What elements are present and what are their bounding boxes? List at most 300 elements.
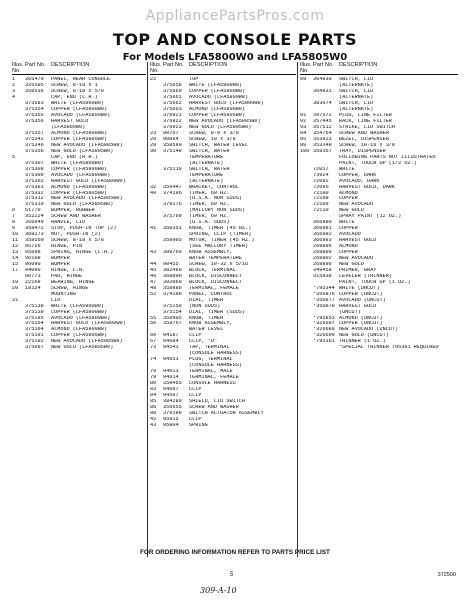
- part-description: BLOCK, DISCONNECT: [189, 273, 242, 279]
- parts-list: [150, 77, 296, 428]
- part-description: SPRING, CLIP (TIMER): [189, 232, 252, 238]
- part-description: (ALTERNATE): [339, 107, 374, 113]
- part-description: NEW AVOCADO (LFA5805W0): [51, 196, 123, 202]
- part-no: 72108: [313, 196, 329, 202]
- part-description: LEVELER (THINNER): [339, 273, 392, 279]
- illus-no: 14: [12, 256, 19, 261]
- illus-no: 79: [150, 369, 157, 375]
- illus-no: 23: [150, 130, 157, 136]
- part-no: 375312: [25, 196, 44, 202]
- part-no: 72109: [313, 202, 329, 208]
- part-description: NEW GOLD (LFA5805W0): [189, 125, 252, 131]
- header-part-no: Part No.: [25, 62, 46, 68]
- part-description: PAD, HINGE: [51, 273, 83, 279]
- part-no: *795361: [313, 339, 335, 345]
- part-no: 356655: [163, 404, 182, 410]
- illus-no: 13: [12, 250, 19, 256]
- part-description: TERMINAL, FEMALE: [189, 285, 239, 291]
- part-description: COPPER: [339, 226, 358, 232]
- part-no: 376921: [163, 113, 182, 119]
- illus-no: 80: [150, 381, 157, 387]
- part-no: 96108: [25, 256, 41, 261]
- part-description: AVOCADO (LFA5800W0): [51, 113, 111, 119]
- part-no: 358880: [163, 285, 182, 291]
- part-description: SCREW AND WASHER: [339, 130, 389, 136]
- part-description: CLIP: [189, 392, 202, 398]
- part-description: SCREW AND WASHER: [189, 404, 239, 410]
- part-description: NEW GOLD (LFA5805W0): [51, 345, 114, 351]
- part-description: AVOCADO: [339, 232, 361, 238]
- part-no: 375332: [25, 190, 44, 196]
- part-description: AVOCADO (LFA5800W0): [51, 172, 111, 178]
- part-description: ALMOND (LFA5800W0): [51, 184, 108, 190]
- illus-no: 67: [150, 339, 157, 345]
- header-description: DESCRIPTION: [51, 62, 90, 68]
- part-no: 94651: [163, 357, 179, 363]
- part-description: BUMPER: [51, 256, 70, 261]
- illus-no: 29: [150, 142, 157, 148]
- column-header: [300, 62, 458, 75]
- part-description: NEW AVOCADO: [339, 202, 374, 208]
- part-no: 383074: [313, 101, 332, 107]
- part-description: WHITE (LFA5800W0): [51, 101, 104, 107]
- part-description: NEW GOLD: [339, 261, 364, 267]
- part-no: 358560: [25, 238, 44, 244]
- illus-no: 42: [150, 416, 157, 422]
- part-no: 94597: [163, 392, 179, 398]
- part-no: 368090: [163, 273, 182, 279]
- part-no: [313, 345, 339, 351]
- part-no: 366983: [313, 238, 332, 244]
- part-description: NUT, PUSH-IN (2): [51, 232, 101, 238]
- part-description: SPRING: [189, 422, 208, 428]
- part-no: 375661: [163, 95, 182, 101]
- part-description: BUMPER: [51, 261, 70, 267]
- illus-no: 56: [150, 321, 157, 327]
- part-description: HANDLE, LID: [51, 220, 86, 226]
- part-no: 375354: [25, 107, 44, 113]
- part-no: 94090: [25, 267, 41, 273]
- part-no: 357445: [313, 119, 332, 125]
- part-no: 90455: [163, 261, 179, 267]
- header-part-no: Part No.: [313, 62, 334, 68]
- part-no: 269896: [313, 244, 332, 250]
- header-illus-no: Illus. No.: [300, 62, 312, 75]
- handwritten-note: 309-A-10: [200, 586, 237, 595]
- part-description: KNOB, TIMER (45 HZ.): [189, 226, 252, 232]
- part-description: DIAL, TIMER (SUDS): [189, 309, 246, 315]
- part-no: 375185: [25, 315, 44, 321]
- part-no: 349458: [313, 267, 332, 273]
- part-no: 95698: [25, 250, 41, 256]
- part-description: SCREW, 10 x 3/8: [189, 136, 236, 142]
- part-no: 375307: [25, 160, 44, 166]
- part-description: ALMOND (LFA5800W0): [189, 107, 246, 113]
- part-description: MOTOR, TIMER (45 HZ.): [189, 238, 255, 244]
- part-description: SCREW, 10-32 x 5/16: [189, 261, 249, 267]
- part-no: 375346: [25, 142, 44, 148]
- part-no: *350877: [313, 297, 335, 303]
- part-description: BLOCK, TERMINAL: [189, 267, 236, 273]
- part-no: 90767: [163, 130, 179, 136]
- illus-no: 93: [300, 125, 307, 131]
- column-header: [150, 62, 296, 75]
- part-description: SCREW, 8-18 x 1: [51, 83, 98, 89]
- part-description: COPPER (LFA5805W0): [51, 190, 108, 196]
- part-description: PAINT, TOUCH UP (1/2 OZ.): [339, 160, 417, 166]
- part-description: PANEL, CONTROL: [189, 291, 233, 297]
- part-description: PLUG, LINE FILTER: [339, 113, 392, 119]
- part-description: WHITE: [339, 220, 355, 226]
- illus-no: 3: [12, 89, 16, 95]
- part-no: 353821: [313, 136, 332, 142]
- part-no: 72095: [313, 184, 329, 190]
- part-row: [150, 423, 296, 429]
- part-no: 397572: [313, 113, 332, 119]
- illus-no: [300, 345, 313, 351]
- illus-no: 7: [12, 214, 16, 220]
- part-description: SWITCH, LID: [339, 89, 374, 95]
- part-no: 375660: [163, 89, 182, 95]
- part-no: 382489: [163, 267, 182, 273]
- illus-no: 74: [150, 357, 157, 363]
- part-no: 375119: [163, 166, 182, 172]
- part-description: WHITE: [339, 166, 355, 172]
- part-no: *795344: [313, 285, 335, 291]
- part-description: (ALTERNATE): [339, 95, 374, 101]
- header-description: DESCRIPTION: [339, 62, 378, 68]
- part-no: 358472: [25, 226, 44, 232]
- part-description: CAP, END (L.H.): [51, 95, 98, 101]
- illus-no: 19: [12, 279, 19, 285]
- part-description: CONSOLE HARNESS: [189, 381, 236, 387]
- part-description: WHITE (LFA5800W0): [51, 160, 104, 166]
- part-description: (ALTERNATE): [189, 160, 224, 166]
- part-no: 364830: [313, 77, 332, 83]
- part-no: 373583: [25, 101, 44, 107]
- part-description: HARVEST GOLD: [51, 119, 89, 125]
- parts-list: [300, 77, 458, 351]
- part-no: 94613: [163, 369, 179, 375]
- illus-no: 9: [12, 226, 16, 232]
- part-no: 94684: [163, 339, 179, 345]
- page-title: TOP AND CONSOLE PARTS: [112, 30, 358, 49]
- part-no: 95804: [163, 422, 179, 428]
- part-no: *350876: [313, 291, 335, 297]
- part-description: (MALLORY NON SUDS): [189, 208, 246, 214]
- ordering-footer: FOR ORDERING INFORMATION REFER TO PARTS PRICE LIST: [140, 549, 330, 556]
- part-no: 375361: [25, 184, 44, 190]
- part-no: 375191: [25, 333, 44, 339]
- illus-no: 17: [12, 267, 19, 273]
- illus-no: 10: [12, 232, 19, 238]
- part-no: 358905: [163, 315, 182, 321]
- part-description: ALMOND: [339, 244, 358, 250]
- part-description: NEW GOLD (LFA5805W0): [51, 202, 114, 208]
- illus-no: 5: [12, 154, 16, 160]
- part-no: 375357: [25, 130, 44, 136]
- part-description: SWITCH, WATER: [189, 166, 230, 172]
- part-description: COPPER: [339, 250, 358, 256]
- illus-no: 1: [12, 77, 16, 83]
- part-description: SWITCH, WATER LEVEL: [189, 142, 249, 148]
- part-no: 375309: [25, 172, 44, 178]
- part-no: 384289: [163, 398, 182, 404]
- part-description: ALMOND: [339, 190, 358, 196]
- part-no: 96773: [25, 273, 41, 279]
- page-subtitle: For Models LFA5800W0 and LFA5805W0: [122, 52, 348, 63]
- illus-no: 32: [150, 184, 157, 190]
- part-description: STOP, PUSH-IN TOP (2): [51, 226, 117, 232]
- part-description: THINNER (1 OZ.): [339, 339, 386, 345]
- illus-no: 89: [300, 77, 307, 83]
- header-illus-no: Illus. No.: [150, 62, 162, 75]
- part-description: TIMER, 60 HZ.: [189, 202, 230, 208]
- part-description: SCREW AND WASHER: [51, 214, 101, 220]
- part-description: KNOB ASSEMBLY,: [189, 321, 233, 327]
- part-no: 375319: [25, 202, 44, 208]
- illus-no: 41: [150, 226, 157, 232]
- illus-no: 6: [12, 208, 16, 214]
- part-no: 72017: [313, 166, 329, 172]
- part-description: HARVEST GOLD (LFA5800W0): [51, 321, 126, 327]
- part-no: 354764: [313, 130, 332, 136]
- part-no: 90864: [163, 136, 179, 142]
- part-description: TIMER, 60 HZ.: [189, 190, 230, 196]
- part-no: 379199: [163, 410, 182, 416]
- part-no: *326689: [313, 327, 335, 333]
- part-no: 73924: [313, 172, 329, 178]
- part-description: FOLLOWING PARTS NOT ILLUSTRATED: [339, 154, 436, 160]
- part-no: 268896: [313, 261, 332, 267]
- part-no: 375658: [163, 83, 182, 89]
- part-no: 375356: [25, 119, 44, 125]
- part-description: BRACKET, CONTROL: [189, 184, 239, 190]
- part-description: NEW AVOCADO (LFA5805W0): [189, 119, 261, 125]
- part-no: 375769: [163, 214, 182, 220]
- part-description: MOUNTING: [51, 291, 76, 297]
- part-description: SPRING, HINGE (L.H.): [51, 250, 114, 256]
- illus-no: 92: [300, 119, 307, 125]
- part-no: 72100: [313, 190, 329, 196]
- part-no: 375150: [163, 303, 182, 309]
- part-description: WATER TEMPERATURE: [189, 256, 242, 261]
- illus-no: [12, 345, 25, 351]
- part-description: SPRAY PAINT (12 OZ.): [339, 214, 402, 220]
- illus-no: 47: [150, 279, 157, 285]
- part-description: SCREW, 8-18 x 5/8: [51, 89, 104, 95]
- part-no: 375164: [25, 327, 44, 333]
- part-no: 375356: [25, 148, 44, 154]
- part-no: 366982: [313, 232, 332, 238]
- part-description: *SPECIAL THINNER 795361 REQUIRED: [339, 345, 439, 351]
- part-no: 96090: [25, 261, 41, 267]
- part-no: 268902: [313, 256, 332, 261]
- part-description: SCREW, 8-18 x 5/8: [51, 238, 104, 244]
- part-description: TRAY, DISPENSER: [339, 148, 386, 154]
- part-no: 375662: [163, 101, 182, 107]
- illus-no: 91: [300, 113, 307, 119]
- page-number: 5: [230, 572, 234, 578]
- part-description: BEARING, HINGE: [51, 279, 95, 285]
- part-no: *326690: [313, 333, 335, 339]
- part-no: 22168: [25, 279, 41, 285]
- part-description: SCREW, HINGE: [51, 285, 89, 291]
- illus-no: 98: [300, 142, 307, 148]
- part-no: 375164: [25, 321, 44, 327]
- part-description: WHITE (UNCUT): [339, 285, 380, 291]
- part-no: 350351: [163, 226, 182, 232]
- illus-no: 30: [150, 148, 157, 154]
- part-description: TOP: [189, 77, 199, 83]
- part-no: 375139: [25, 309, 44, 315]
- part-no: 375192: [25, 339, 44, 345]
- part-description: COPPER (LFA5800W0): [189, 89, 246, 95]
- part-no: 375342: [25, 136, 44, 142]
- part-no: 365470: [25, 77, 44, 83]
- part-description: NEW AVOCADO (UNCUT): [339, 327, 399, 333]
- illus-no: 4: [12, 95, 16, 101]
- part-description: (SEE MALLORY TIMER): [189, 244, 249, 250]
- illus-no: 73: [150, 345, 157, 351]
- part-no: 376922: [163, 119, 182, 125]
- part-no: 94187: [163, 333, 179, 339]
- part-no: 376923: [163, 125, 182, 131]
- parts-column-3: [300, 62, 458, 351]
- part-description: KNOB ASSEMBLY,: [189, 250, 233, 256]
- parts-list: [12, 77, 146, 351]
- document-code: 372500: [437, 572, 456, 578]
- part-no: 358465: [163, 381, 182, 387]
- part-description: HINGE, L.H.: [51, 267, 86, 273]
- part-description: CLIP: [189, 416, 202, 422]
- illus-no: 22: [150, 77, 157, 83]
- illus-no: 84: [150, 392, 157, 398]
- illus-no: 2: [12, 83, 16, 89]
- illus-no: 11: [12, 238, 19, 244]
- part-no: 94697: [163, 386, 179, 392]
- part-description: PLUG, TERMINAL: [189, 357, 233, 363]
- part-description: PAINT, TOUCH UP (1 OZ.): [339, 279, 411, 285]
- part-description: CLIP: [189, 386, 202, 392]
- part-row: [300, 345, 458, 351]
- illus-no: 79: [150, 375, 157, 381]
- part-description: WHITE (LFA5800W0): [189, 83, 242, 89]
- part-description: (UNCUT): [339, 309, 361, 315]
- part-description: COPPER (LFA5800W0): [51, 166, 108, 172]
- part-description: COPPER (LFA5805W0): [189, 113, 246, 119]
- part-no: 375154: [163, 309, 182, 315]
- illus-no: 48: [150, 285, 157, 291]
- part-no: 315938: [313, 273, 332, 279]
- illus-no: 95: [300, 136, 307, 142]
- part-description: CAP, END (R.H.): [51, 154, 98, 160]
- header-illus-no: Illus. No.: [12, 62, 24, 75]
- part-description: (ALTERNATE): [339, 83, 374, 89]
- column-header: [12, 62, 146, 75]
- part-description: (U.S.A. NON SUDS): [189, 196, 242, 202]
- illus-no: 86: [150, 404, 157, 410]
- part-description: SWITCH, LID: [339, 77, 374, 83]
- part-description: BEZEL, DISPENSER: [339, 136, 389, 142]
- part-no: 374199: [163, 291, 182, 297]
- illus-no: 83: [150, 386, 157, 392]
- illus-no: 45: [150, 267, 157, 273]
- part-description: NEW AVOCADO: [339, 256, 374, 261]
- part-no: 358580: [163, 142, 182, 148]
- part-no: 375308: [25, 166, 44, 172]
- part-description: ALMOND (LFA5800W0): [51, 130, 108, 136]
- part-description: SCREW, 8-9 x 3/8: [189, 130, 239, 136]
- parts-column-1: [12, 62, 146, 351]
- part-no: *326687: [313, 321, 335, 327]
- part-no: *350878: [313, 303, 335, 309]
- part-description: ALMOND (UNCUT): [339, 315, 383, 321]
- part-no: 95815: [163, 416, 179, 422]
- part-description: HARVEST GOLD, DARK: [339, 184, 396, 190]
- part-description: TERMINAL, FEMALE: [189, 375, 239, 381]
- part-no: 358536: [25, 89, 44, 95]
- part-no: 353348: [313, 142, 332, 148]
- header-part-no: Part No.: [163, 62, 184, 68]
- part-description: RACK, LINE FILTER: [339, 119, 392, 125]
- part-description: ALMOND (LFA5800W0): [51, 327, 108, 333]
- illus-no: 8: [12, 220, 16, 226]
- part-description: DIAL, TIMER: [189, 297, 224, 303]
- part-description: CLIP, "U": [189, 339, 218, 345]
- part-no: 374196: [163, 190, 182, 196]
- part-description: NEW GOLD: [339, 208, 364, 214]
- part-description: COPPER (UNCUT): [339, 321, 383, 327]
- part-description: WATER LEVEL: [189, 327, 224, 333]
- illus-no: 94: [300, 130, 307, 136]
- part-no: 358905: [163, 238, 182, 244]
- column-divider: [147, 62, 148, 557]
- part-description: AVOCADO (LFA5800W0): [189, 95, 249, 101]
- part-description: KNOB, TIMER: [189, 315, 224, 321]
- part-no: 389769: [163, 250, 182, 256]
- part-no: 375663: [163, 107, 182, 113]
- part-description: SCREW, 10-16 x 3/8: [339, 142, 396, 148]
- part-no: 368273: [25, 232, 44, 238]
- part-description: SWITCH ACTUATOR ASSEMBLY: [189, 410, 264, 416]
- part-no: 357512: [313, 125, 332, 131]
- part-no: 352224: [25, 214, 44, 220]
- part-description: (LFA5800W0): [51, 125, 86, 131]
- illus-no: 43: [150, 422, 157, 428]
- part-description: COPPER (LFA5805W0): [51, 333, 108, 339]
- illus-no: 43: [150, 250, 157, 256]
- part-description: COPPER (LFA5800W0): [51, 107, 108, 113]
- part-no: 375362: [25, 178, 44, 184]
- illus-no: 46: [150, 273, 157, 279]
- part-no: 392069: [163, 279, 182, 285]
- part-description: NEW GOLD (UNCUT): [339, 333, 389, 339]
- illus-no: 100: [300, 148, 310, 154]
- part-no: 378176: [163, 202, 182, 208]
- part-no: 375138: [25, 303, 44, 309]
- part-description: BUMPER, RUBBER: [51, 208, 95, 214]
- part-description: NEW GOLD (LFA5805W0): [51, 148, 114, 154]
- part-no: 326505: [25, 83, 44, 89]
- illus-no: 28: [150, 136, 157, 142]
- illus-no: 40: [150, 190, 157, 196]
- part-no: 18124: [25, 285, 41, 291]
- part-description: (ALTERNATE): [189, 178, 224, 184]
- part-description: HARVEST GOLD: [339, 238, 377, 244]
- part-no: 364831: [313, 89, 332, 95]
- part-description: AVOCADO, DARK: [339, 178, 380, 184]
